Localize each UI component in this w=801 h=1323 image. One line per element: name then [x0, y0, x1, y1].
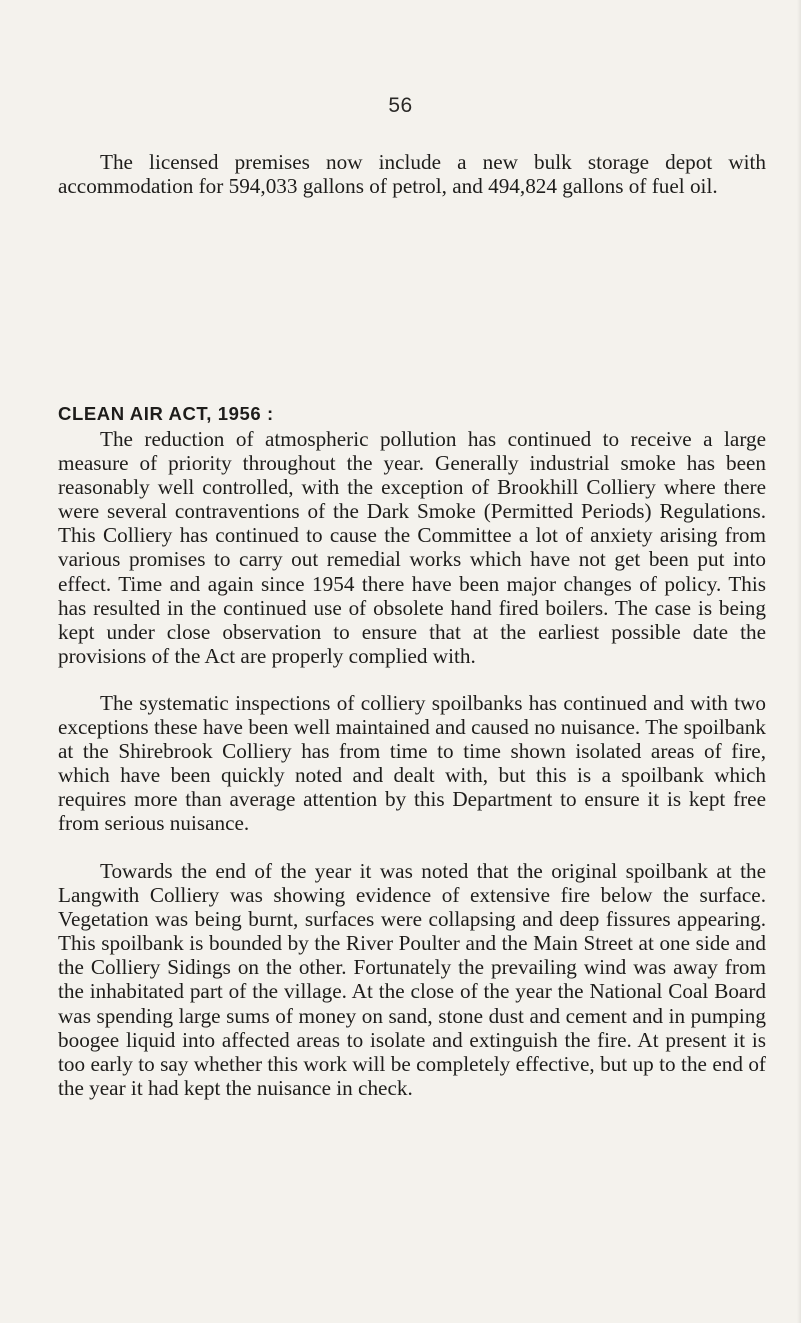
page-edge-shadow — [797, 0, 801, 1323]
paragraph-clean-air: The reduction of atmospheric pollution has continued to receive a large measure of priority throughout the year. Generally industrial smoke has been reasonably well controlled, with the exception of Brookhill Colliery where there were several contraventions of the Dark Smoke (Permitted Periods) Regulations. This Colliery has continued to cause the Committee a lot of anxiety arising from various promises to carry out remedial works which have not get been put into effect. Time and again since 1954 there have been major changes of policy. This has resulted in the continued use of obsolete hand fired boilers. The case is being kept under close observation to ensure that at the earliest possible date the provisions of the Act are properly complied with. — [58, 427, 766, 668]
paragraph-langwith-colliery: Towards the end of the year it was noted that the original spoilbank at the Langwith Colliery was showing evidence of extensive fire below the surface. Vegetation was being burnt, surfaces were collapsing and deep fissures appearing. This spoilbank is bounded by the River Poulter and the Main Street at one side and the Colliery Sidings on the other. Fortunately the prevailing wind was away from the inhabitated part of the village. At the close of the year the National Coal Board was spending large sums of money on sand, stone dust and cement and in pumping boogee liquid into affected areas to isolate and extinguish the fire. At present it is too early to say whether this work will be completely effective, but up to the end of the year it had kept the nuisance in check. — [58, 859, 766, 1100]
page-number: 56 — [388, 94, 413, 117]
section-heading: CLEAN AIR ACT, 1956 : — [58, 403, 274, 424]
paragraph-spoilbank-inspections: The systematic inspections of colliery spoilbanks has continued and with two exceptions these have been well maintained and caused no nuisance. The spoilbank at the Shirebrook Colliery has from time to time shown isolated areas of fire, which have been quickly noted and dealt with, but this is a spoilbank which requires more than average attention by this Department to ensure it is kept free from serious nuisance. — [58, 691, 766, 836]
opening-paragraph: The licensed premises now include a new bulk storage depot with accommodation for 594,033 gallons of petrol, and 494,824 gallons of fuel oil. — [58, 150, 766, 199]
